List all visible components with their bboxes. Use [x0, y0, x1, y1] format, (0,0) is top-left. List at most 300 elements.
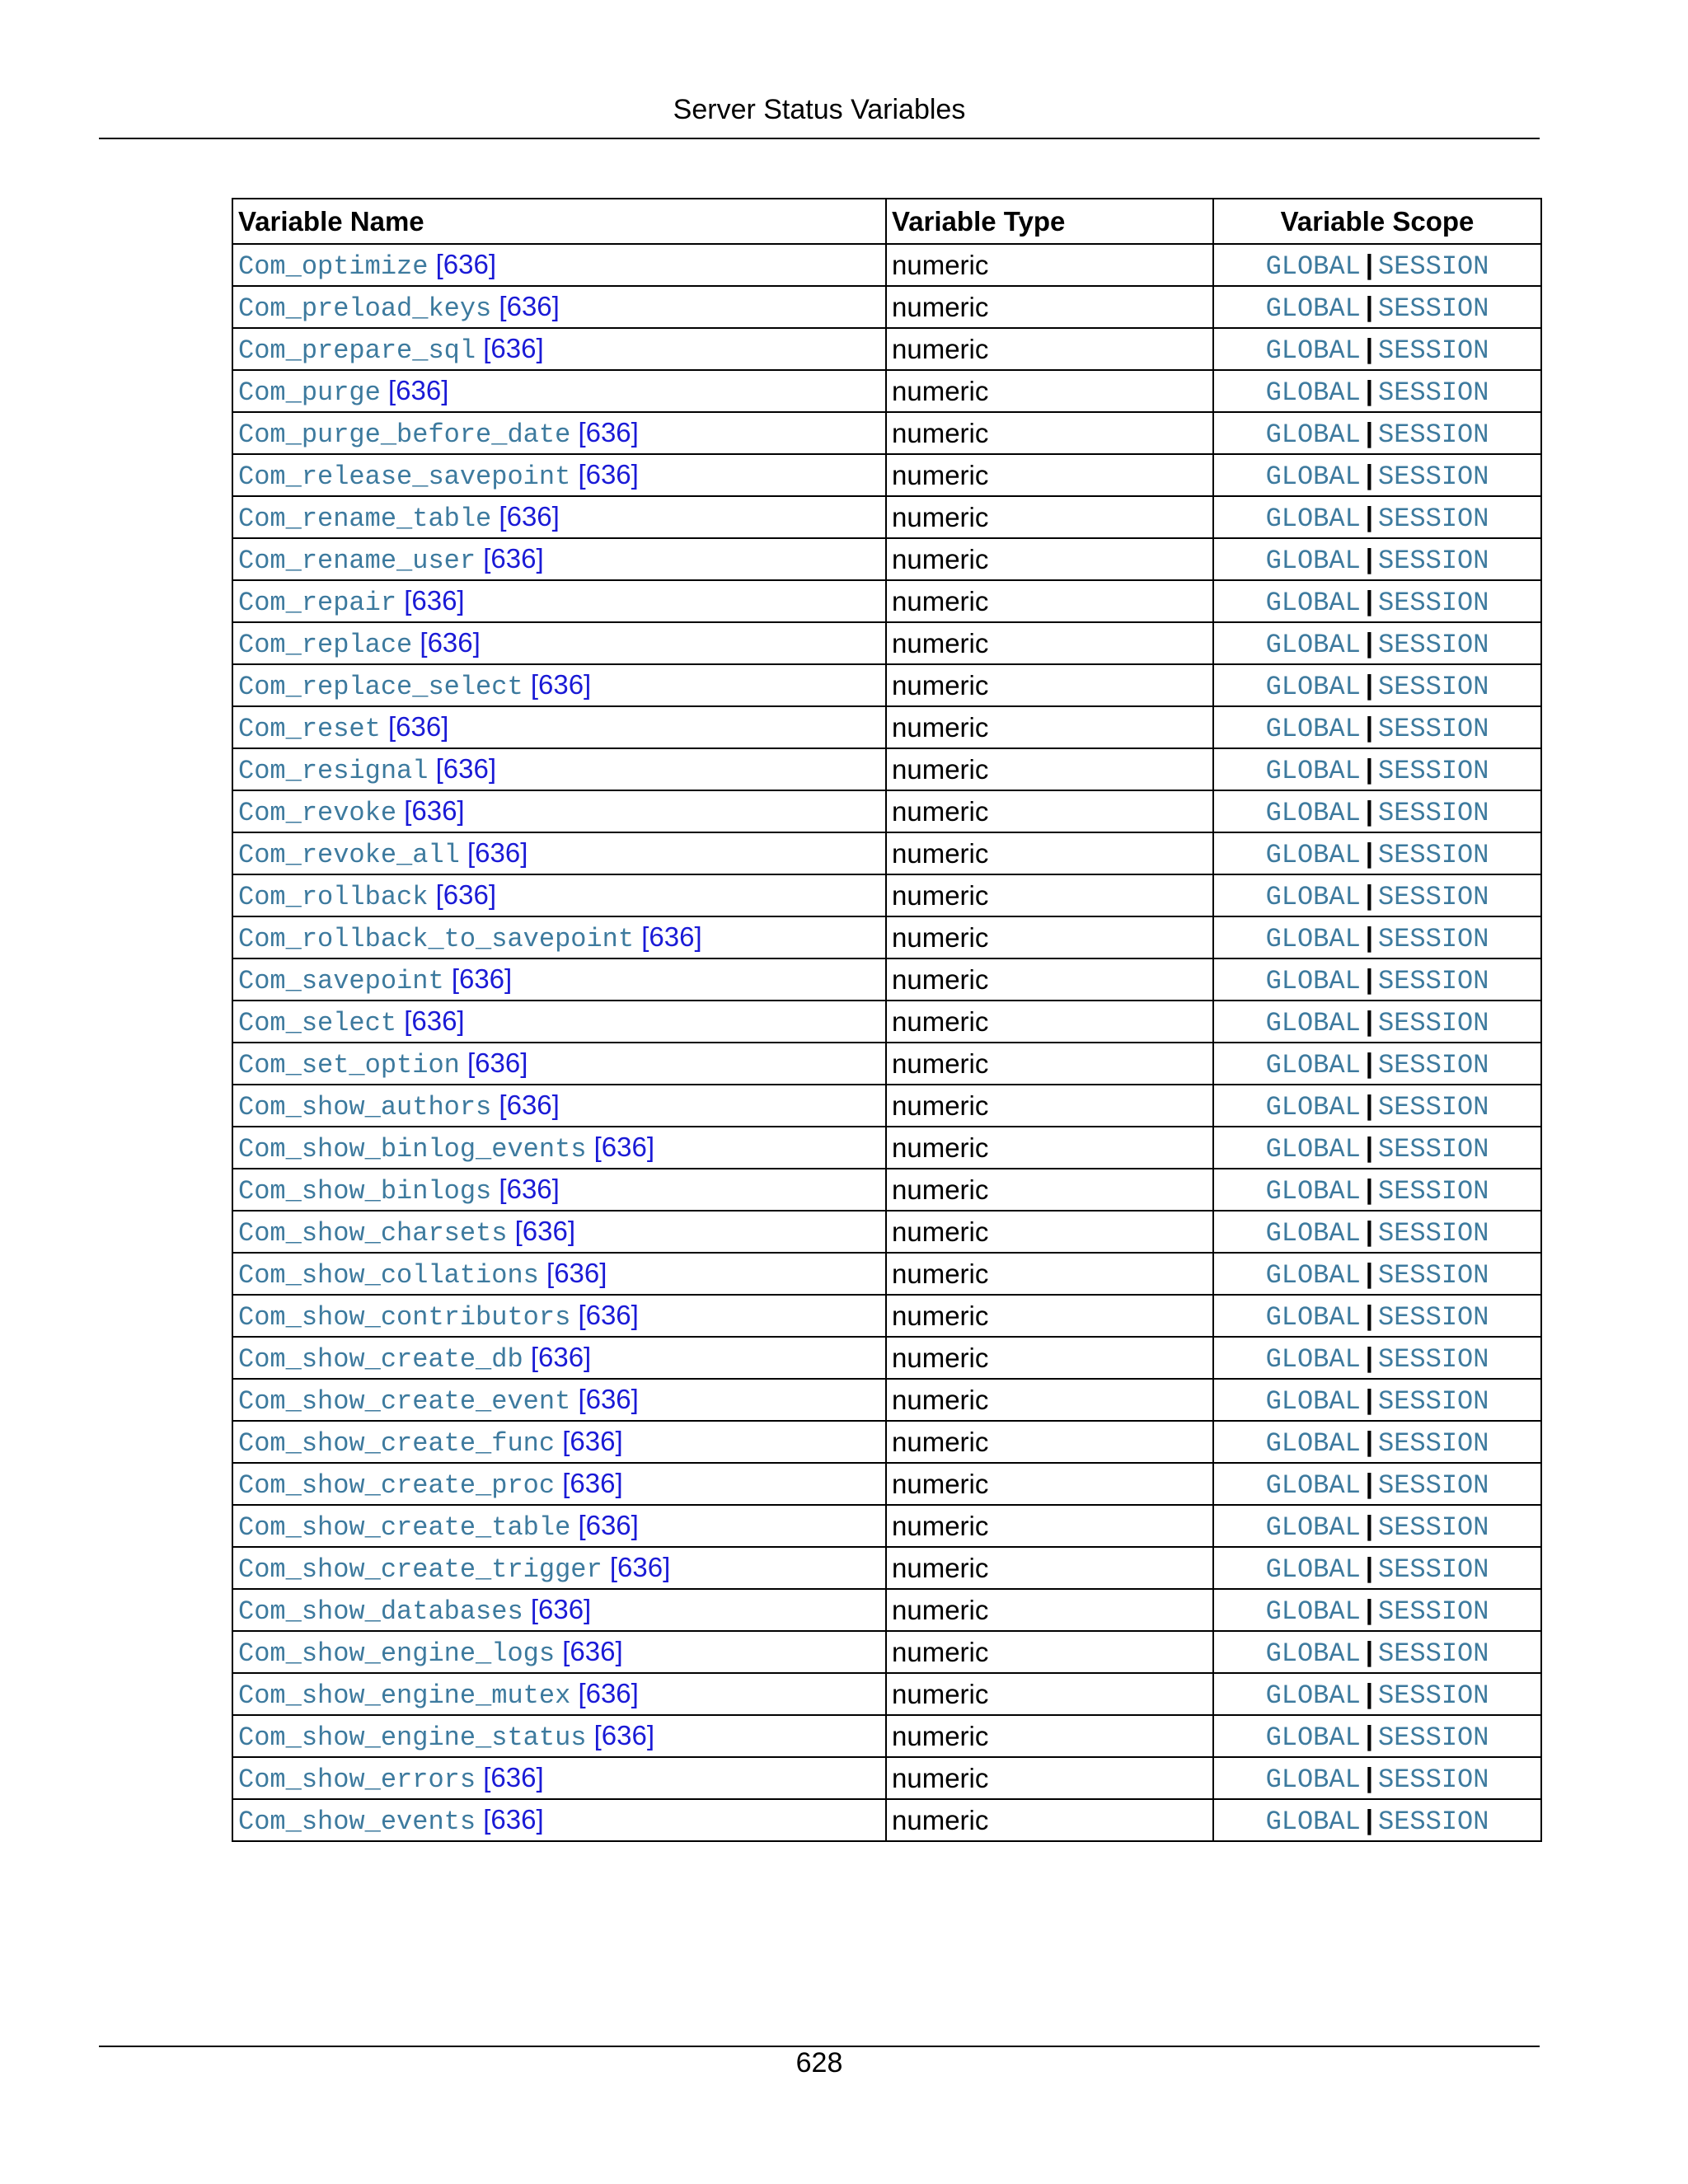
- column-header-variable-scope: Variable Scope: [1213, 199, 1541, 244]
- table-row: [232, 454, 1541, 496]
- variable-type-cell: numeric: [886, 1589, 1213, 1631]
- variable-name-cell: [232, 454, 886, 496]
- scope-global: GLOBAL: [1265, 1638, 1361, 1669]
- variable-scope-cell: [1213, 706, 1541, 748]
- variable-name-cell: [232, 328, 886, 370]
- variable-name-link[interactable]: Com_show_events: [238, 1806, 476, 1837]
- reference-link[interactable]: [636]: [404, 1005, 465, 1036]
- variable-name-cell: [232, 1379, 886, 1421]
- reference-link[interactable]: [636]: [562, 1425, 623, 1456]
- variable-name-link[interactable]: Com_show_collations: [238, 1259, 539, 1291]
- variable-scope-cell: [1213, 1673, 1541, 1715]
- variable-type-cell: numeric: [886, 1757, 1213, 1799]
- variable-scope-cell: [1213, 1505, 1541, 1547]
- variable-scope-cell: [1213, 832, 1541, 874]
- variable-scope-cell: [1213, 1715, 1541, 1757]
- table-row: [232, 664, 1541, 706]
- scope-session: SESSION: [1378, 1427, 1489, 1459]
- scope-global: GLOBAL: [1265, 1133, 1361, 1165]
- variable-name-cell: [232, 1463, 886, 1505]
- reference-link[interactable]: [636]: [530, 1593, 592, 1624]
- variable-type-cell: numeric: [886, 958, 1213, 1001]
- variable-name-cell: [232, 244, 886, 286]
- variable-type-cell: numeric: [886, 1253, 1213, 1295]
- variable-type-cell: numeric: [886, 1127, 1213, 1169]
- variable-name-link[interactable]: Com_repair: [238, 587, 397, 618]
- variable-name-cell: [232, 916, 886, 958]
- scope-session: SESSION: [1378, 1343, 1489, 1375]
- variable-name-link[interactable]: Com_show_create_table: [238, 1511, 571, 1543]
- variable-type-cell: numeric: [886, 1673, 1213, 1715]
- variable-name-cell: [232, 496, 886, 538]
- variable-type-cell: numeric: [886, 538, 1213, 580]
- variable-name-link[interactable]: Com_resignal: [238, 755, 429, 786]
- scope-session: SESSION: [1378, 1764, 1489, 1795]
- reference-link[interactable]: [636]: [562, 1467, 623, 1498]
- reference-link[interactable]: [636]: [530, 1341, 592, 1372]
- variable-name-link[interactable]: Com_reset: [238, 713, 381, 744]
- reference-link[interactable]: [636]: [435, 879, 497, 910]
- column-header-variable-name: Variable Name: [232, 199, 886, 244]
- scope-separator: |: [1365, 1131, 1374, 1162]
- scope-session: SESSION: [1378, 1049, 1489, 1080]
- scope-session: SESSION: [1378, 713, 1489, 744]
- scope-separator: |: [1365, 1047, 1374, 1078]
- reference-link[interactable]: [636]: [562, 1635, 623, 1666]
- reference-link[interactable]: [636]: [593, 1719, 655, 1750]
- variable-scope-cell: [1213, 286, 1541, 328]
- variable-name-link[interactable]: Com_show_create_event: [238, 1385, 571, 1417]
- table-row: [232, 1547, 1541, 1589]
- scope-separator: |: [1365, 1383, 1374, 1414]
- reference-link[interactable]: [636]: [435, 248, 497, 279]
- table-row: [232, 328, 1541, 370]
- variable-type-cell: numeric: [886, 1463, 1213, 1505]
- scope-global: GLOBAL: [1265, 1217, 1361, 1249]
- table-row: [232, 958, 1541, 1001]
- reference-link[interactable]: [636]: [514, 1215, 576, 1246]
- scope-global: GLOBAL: [1265, 1049, 1361, 1080]
- variable-type-cell: numeric: [886, 1211, 1213, 1253]
- reference-link[interactable]: [636]: [483, 542, 544, 574]
- variable-scope-cell: [1213, 664, 1541, 706]
- reference-link[interactable]: [636]: [451, 963, 513, 994]
- table-row: [232, 916, 1541, 958]
- variable-scope-cell: [1213, 1547, 1541, 1589]
- variable-scope-cell: [1213, 1421, 1541, 1463]
- variable-name-cell: [232, 370, 886, 412]
- variable-name-link[interactable]: Com_rollback_to_savepoint: [238, 923, 635, 954]
- variable-name-cell: [232, 1337, 886, 1379]
- reference-link[interactable]: [636]: [578, 1509, 639, 1540]
- variable-scope-cell: [1213, 1631, 1541, 1673]
- variable-name-cell: [232, 664, 886, 706]
- table-row: [232, 1295, 1541, 1337]
- variable-name-cell: [232, 958, 886, 1001]
- scope-session: SESSION: [1378, 1175, 1489, 1207]
- table-row: [232, 748, 1541, 790]
- scope-separator: |: [1365, 1761, 1374, 1793]
- scope-global: GLOBAL: [1265, 1511, 1361, 1543]
- reference-link[interactable]: [636]: [578, 458, 639, 490]
- scope-session: SESSION: [1378, 419, 1489, 450]
- variable-name-cell: [232, 1505, 886, 1547]
- variable-name-link[interactable]: Com_show_authors: [238, 1091, 492, 1122]
- variable-name-cell: [232, 706, 886, 748]
- variable-name-link[interactable]: Com_savepoint: [238, 965, 444, 996]
- variable-name-cell: [232, 622, 886, 664]
- variable-scope-cell: [1213, 622, 1541, 664]
- scope-session: SESSION: [1378, 1596, 1489, 1627]
- reference-link[interactable]: [636]: [641, 921, 702, 952]
- scope-separator: |: [1365, 1089, 1374, 1120]
- scope-session: SESSION: [1378, 1007, 1489, 1038]
- reference-link[interactable]: [636]: [404, 584, 465, 616]
- scope-separator: |: [1365, 626, 1374, 658]
- scope-session: SESSION: [1378, 839, 1489, 870]
- table-row: [232, 370, 1541, 412]
- variable-name-cell: [232, 1421, 886, 1463]
- reference-link[interactable]: [636]: [420, 626, 481, 658]
- scope-separator: |: [1365, 963, 1374, 994]
- scope-session: SESSION: [1378, 461, 1489, 492]
- variable-scope-cell: [1213, 916, 1541, 958]
- scope-global: GLOBAL: [1265, 1259, 1361, 1291]
- variable-scope-cell: [1213, 1253, 1541, 1295]
- scope-separator: |: [1365, 1005, 1374, 1036]
- reference-link[interactable]: [636]: [578, 1677, 639, 1708]
- scope-session: SESSION: [1378, 797, 1489, 828]
- scope-global: GLOBAL: [1265, 335, 1361, 366]
- variable-scope-cell: [1213, 496, 1541, 538]
- variable-type-cell: numeric: [886, 1085, 1213, 1127]
- scope-session: SESSION: [1378, 587, 1489, 618]
- variable-name-cell: [232, 1799, 886, 1841]
- scope-session: SESSION: [1378, 1806, 1489, 1837]
- reference-link[interactable]: [636]: [388, 710, 449, 742]
- status-variables-table: [232, 198, 1542, 1842]
- reference-link[interactable]: [636]: [499, 500, 560, 532]
- scope-global: GLOBAL: [1265, 923, 1361, 954]
- scope-separator: |: [1365, 290, 1374, 321]
- scope-global: GLOBAL: [1265, 671, 1361, 702]
- variable-name-link[interactable]: Com_show_create_trigger: [238, 1554, 603, 1585]
- variable-name-link[interactable]: Com_purge_before_date: [238, 419, 571, 450]
- variable-scope-cell: [1213, 328, 1541, 370]
- variable-type-cell: numeric: [886, 1421, 1213, 1463]
- variable-name-cell: [232, 1169, 886, 1211]
- table-row: [232, 706, 1541, 748]
- scope-separator: |: [1365, 1677, 1374, 1708]
- table-row: [232, 622, 1541, 664]
- scope-global: GLOBAL: [1265, 1427, 1361, 1459]
- variable-name-link[interactable]: Com_show_charsets: [238, 1217, 508, 1249]
- table-row: [232, 1379, 1541, 1421]
- variable-name-cell: [232, 1043, 886, 1085]
- scope-session: SESSION: [1378, 503, 1489, 534]
- scope-session: SESSION: [1378, 1133, 1489, 1165]
- scope-global: GLOBAL: [1265, 377, 1361, 408]
- reference-link[interactable]: [636]: [483, 332, 544, 363]
- variable-scope-cell: [1213, 1799, 1541, 1841]
- scope-global: GLOBAL: [1265, 1722, 1361, 1753]
- variable-name-cell: [232, 1211, 886, 1253]
- scope-session: SESSION: [1378, 1554, 1489, 1585]
- variable-type-cell: numeric: [886, 1631, 1213, 1673]
- table-row: [232, 1169, 1541, 1211]
- scope-global: GLOBAL: [1265, 1385, 1361, 1417]
- table-row: [232, 1001, 1541, 1043]
- scope-separator: |: [1365, 1803, 1374, 1835]
- variable-type-cell: numeric: [886, 244, 1213, 286]
- variable-type-cell: numeric: [886, 1337, 1213, 1379]
- scope-separator: |: [1365, 1425, 1374, 1456]
- reference-link[interactable]: [636]: [388, 374, 449, 405]
- scope-global: GLOBAL: [1265, 755, 1361, 786]
- variable-name-link[interactable]: Com_revoke_all: [238, 839, 460, 870]
- variable-name-cell: [232, 286, 886, 328]
- scope-global: GLOBAL: [1265, 1343, 1361, 1375]
- table-row: [232, 1127, 1541, 1169]
- variable-name-link[interactable]: Com_show_engine_logs: [238, 1638, 556, 1669]
- table-row: [232, 1043, 1541, 1085]
- scope-separator: |: [1365, 374, 1374, 405]
- variable-scope-cell: [1213, 454, 1541, 496]
- variable-type-cell: numeric: [886, 622, 1213, 664]
- reference-link[interactable]: [636]: [546, 1257, 607, 1288]
- variable-name-link[interactable]: Com_show_engine_status: [238, 1722, 587, 1753]
- scope-separator: |: [1365, 1509, 1374, 1540]
- scope-separator: |: [1365, 1341, 1374, 1372]
- scope-session: SESSION: [1378, 1722, 1489, 1753]
- reference-link[interactable]: [636]: [578, 1383, 639, 1414]
- reference-link[interactable]: [636]: [435, 752, 497, 784]
- scope-session: SESSION: [1378, 1259, 1489, 1291]
- variable-type-cell: numeric: [886, 370, 1213, 412]
- scope-session: SESSION: [1378, 1301, 1489, 1333]
- variable-name-cell: [232, 1547, 886, 1589]
- reference-link[interactable]: [636]: [530, 668, 592, 700]
- table-row: [232, 1085, 1541, 1127]
- scope-session: SESSION: [1378, 1469, 1489, 1501]
- reference-link[interactable]: [636]: [499, 290, 560, 321]
- variable-name-link[interactable]: Com_set_option: [238, 1049, 460, 1080]
- table-row: [232, 1463, 1541, 1505]
- variable-scope-cell: [1213, 1085, 1541, 1127]
- variable-name-cell: [232, 790, 886, 832]
- table-row: [232, 412, 1541, 454]
- scope-separator: |: [1365, 921, 1374, 952]
- table-row: [232, 580, 1541, 622]
- scope-separator: |: [1365, 458, 1374, 490]
- scope-separator: |: [1365, 1215, 1374, 1246]
- table-row: [232, 1421, 1541, 1463]
- variable-name-link[interactable]: Com_replace: [238, 629, 413, 660]
- scope-session: SESSION: [1378, 965, 1489, 996]
- variable-name-link[interactable]: Com_rename_user: [238, 545, 476, 576]
- variable-type-cell: numeric: [886, 790, 1213, 832]
- scope-session: SESSION: [1378, 545, 1489, 576]
- scope-separator: |: [1365, 668, 1374, 700]
- scope-global: GLOBAL: [1265, 587, 1361, 618]
- variable-name-cell: [232, 1127, 886, 1169]
- scope-separator: |: [1365, 1593, 1374, 1624]
- variable-name-link[interactable]: Com_show_errors: [238, 1764, 476, 1795]
- variable-name-cell: [232, 748, 886, 790]
- variable-scope-cell: [1213, 1001, 1541, 1043]
- variable-type-cell: numeric: [886, 1547, 1213, 1589]
- scope-session: SESSION: [1378, 923, 1489, 954]
- scope-separator: |: [1365, 1467, 1374, 1498]
- scope-session: SESSION: [1378, 293, 1489, 324]
- variable-name-link[interactable]: Com_preload_keys: [238, 293, 492, 324]
- variable-name-cell: [232, 538, 886, 580]
- reference-link[interactable]: [636]: [578, 1299, 639, 1330]
- reference-link[interactable]: [636]: [483, 1803, 544, 1835]
- variable-name-link[interactable]: Com_rename_table: [238, 503, 492, 534]
- scope-global: GLOBAL: [1265, 461, 1361, 492]
- variable-scope-cell: [1213, 412, 1541, 454]
- variable-name-link[interactable]: Com_release_savepoint: [238, 461, 571, 492]
- scope-session: SESSION: [1378, 1385, 1489, 1417]
- reference-link[interactable]: [636]: [499, 1173, 560, 1204]
- scope-global: GLOBAL: [1265, 1007, 1361, 1038]
- scope-global: GLOBAL: [1265, 713, 1361, 744]
- variable-scope-cell: [1213, 1295, 1541, 1337]
- variable-type-cell: numeric: [886, 286, 1213, 328]
- variable-scope-cell: [1213, 1589, 1541, 1631]
- scope-global: GLOBAL: [1265, 1554, 1361, 1585]
- variable-name-cell: [232, 412, 886, 454]
- variable-name-cell: [232, 832, 886, 874]
- variable-type-cell: numeric: [886, 706, 1213, 748]
- table-row: [232, 1589, 1541, 1631]
- scope-global: GLOBAL: [1265, 881, 1361, 912]
- variable-name-cell: [232, 1631, 886, 1673]
- variable-name-cell: [232, 580, 886, 622]
- table-row: [232, 1253, 1541, 1295]
- variable-type-cell: numeric: [886, 1379, 1213, 1421]
- scope-separator: |: [1365, 879, 1374, 910]
- variable-name-link[interactable]: Com_show_engine_mutex: [238, 1680, 571, 1711]
- variable-name-cell: [232, 1001, 886, 1043]
- variable-type-cell: numeric: [886, 1169, 1213, 1211]
- variable-name-link[interactable]: Com_optimize: [238, 251, 429, 282]
- variable-name-cell: [232, 1673, 886, 1715]
- variable-type-cell: numeric: [886, 412, 1213, 454]
- variable-scope-cell: [1213, 1379, 1541, 1421]
- variable-name-link[interactable]: Com_prepare_sql: [238, 335, 476, 366]
- variable-type-cell: numeric: [886, 664, 1213, 706]
- variable-scope-cell: [1213, 1127, 1541, 1169]
- variable-name-link[interactable]: Com_rollback: [238, 881, 429, 912]
- variable-name-link[interactable]: Com_show_databases: [238, 1596, 523, 1627]
- scope-separator: |: [1365, 1173, 1374, 1204]
- variable-type-cell: numeric: [886, 832, 1213, 874]
- reference-link[interactable]: [636]: [578, 416, 639, 448]
- reference-link[interactable]: [636]: [467, 1047, 528, 1078]
- table-row: [232, 1337, 1541, 1379]
- scope-global: GLOBAL: [1265, 797, 1361, 828]
- scope-global: GLOBAL: [1265, 1091, 1361, 1122]
- scope-session: SESSION: [1378, 671, 1489, 702]
- scope-separator: |: [1365, 1257, 1374, 1288]
- scope-separator: |: [1365, 1719, 1374, 1750]
- scope-separator: |: [1365, 248, 1374, 279]
- variable-type-cell: numeric: [886, 1043, 1213, 1085]
- reference-link[interactable]: [636]: [467, 837, 528, 868]
- table-row: [232, 1631, 1541, 1673]
- reference-link[interactable]: [636]: [499, 1089, 560, 1120]
- scope-global: GLOBAL: [1265, 965, 1361, 996]
- table-row: [232, 790, 1541, 832]
- scope-global: GLOBAL: [1265, 1806, 1361, 1837]
- variable-name-link[interactable]: Com_replace_select: [238, 671, 523, 702]
- scope-separator: |: [1365, 752, 1374, 784]
- table-row: [232, 832, 1541, 874]
- variable-name-link[interactable]: Com_show_create_func: [238, 1427, 556, 1459]
- variable-type-cell: numeric: [886, 580, 1213, 622]
- table-row: [232, 1505, 1541, 1547]
- variable-scope-cell: [1213, 1043, 1541, 1085]
- variable-scope-cell: [1213, 790, 1541, 832]
- table-row: [232, 244, 1541, 286]
- variable-type-cell: numeric: [886, 1715, 1213, 1757]
- scope-separator: |: [1365, 500, 1374, 532]
- table-row: [232, 1757, 1541, 1799]
- variable-name-link[interactable]: Com_purge: [238, 377, 381, 408]
- reference-link[interactable]: [636]: [593, 1131, 655, 1162]
- reference-link[interactable]: [636]: [483, 1761, 544, 1793]
- variable-name-cell: [232, 1295, 886, 1337]
- variable-name-link[interactable]: Com_show_create_proc: [238, 1469, 556, 1501]
- variable-name-link[interactable]: Com_show_binlogs: [238, 1175, 492, 1207]
- reference-link[interactable]: [636]: [404, 794, 465, 826]
- variable-name-link[interactable]: Com_show_contributors: [238, 1301, 571, 1333]
- scope-session: SESSION: [1378, 377, 1489, 408]
- reference-link[interactable]: [636]: [609, 1551, 671, 1582]
- variable-type-cell: numeric: [886, 1799, 1213, 1841]
- scope-global: GLOBAL: [1265, 293, 1361, 324]
- variable-name-cell: [232, 1715, 886, 1757]
- column-header-variable-type: Variable Type: [886, 199, 1213, 244]
- scope-session: SESSION: [1378, 1091, 1489, 1122]
- variable-type-cell: numeric: [886, 328, 1213, 370]
- scope-session: SESSION: [1378, 755, 1489, 786]
- table-header-row: [232, 199, 1541, 244]
- variable-name-link[interactable]: Com_show_create_db: [238, 1343, 523, 1375]
- variable-scope-cell: [1213, 1169, 1541, 1211]
- table-row: [232, 286, 1541, 328]
- scope-session: SESSION: [1378, 881, 1489, 912]
- scope-separator: |: [1365, 837, 1374, 868]
- variable-name-link[interactable]: Com_revoke: [238, 797, 397, 828]
- table-row: [232, 1715, 1541, 1757]
- variable-type-cell: numeric: [886, 874, 1213, 916]
- variable-name-link[interactable]: Com_show_binlog_events: [238, 1133, 587, 1165]
- scope-global: GLOBAL: [1265, 1764, 1361, 1795]
- variable-name-link[interactable]: Com_select: [238, 1007, 397, 1038]
- table-row: [232, 1799, 1541, 1841]
- scope-session: SESSION: [1378, 1638, 1489, 1669]
- variable-type-cell: numeric: [886, 916, 1213, 958]
- scope-separator: |: [1365, 1551, 1374, 1582]
- scope-session: SESSION: [1378, 1217, 1489, 1249]
- table-row: [232, 538, 1541, 580]
- page-number: 628: [795, 2047, 843, 2079]
- variable-type-cell: numeric: [886, 496, 1213, 538]
- variable-scope-cell: [1213, 1211, 1541, 1253]
